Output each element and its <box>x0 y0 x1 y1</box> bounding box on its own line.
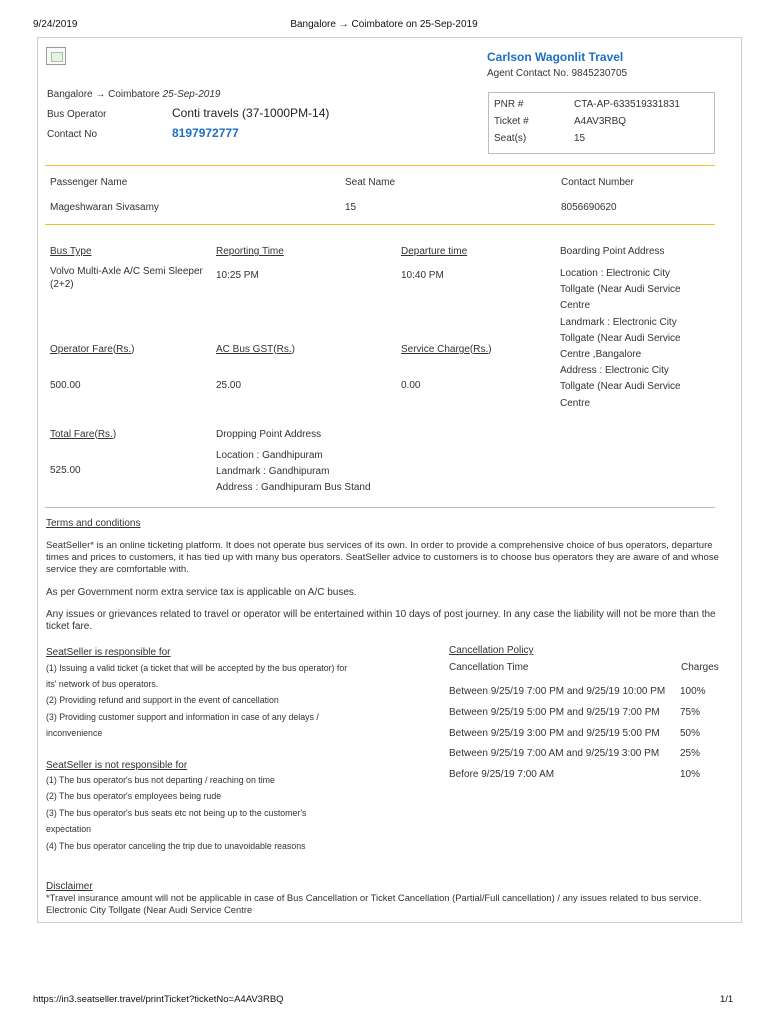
boarding-line: Centre ,Bangalore <box>560 349 642 361</box>
divider <box>45 507 715 508</box>
list-item: (2) Providing refund and support in the event of cancellation <box>46 695 279 706</box>
service-charge-value: 0.00 <box>401 380 421 391</box>
boarding-point-address <box>560 266 681 412</box>
total-label-text: Total Fare <box>50 429 95 440</box>
disclaimer-title: Disclaimer <box>46 881 93 892</box>
tax-note: As per Government norm extra service tax is applicable on A/C buses. <box>46 587 357 598</box>
boarding-line: Address : Electronic City <box>560 365 669 377</box>
boarding-line: Tollgate (Near Audi Service <box>560 284 681 296</box>
boarding-line: Centre <box>560 300 591 312</box>
pnr-value: CTA-AP-633519331831 <box>574 99 680 110</box>
responsible-list <box>46 660 347 741</box>
list-item: its' network of bus operators. <box>46 679 159 690</box>
terms-title: Terms and conditions <box>46 518 141 529</box>
cancellation-title: Cancellation Policy <box>449 645 534 656</box>
trip-route-line <box>47 88 220 101</box>
list-item: inconvenience <box>46 727 103 738</box>
cancellation-row-time: Between 9/25/19 5:00 PM and 9/25/19 7:00 PM <box>449 707 660 718</box>
print-title: Bangalore → Coimbatore on 25-Sep-2019 <box>290 19 478 30</box>
list-item: (3) The bus operator's bus seats etc not being up to the customer's <box>46 807 307 818</box>
cancellation-row-time: Between 9/25/19 7:00 AM and 9/25/19 3:00 PM <box>449 748 660 759</box>
rs-unit: Rs. <box>276 344 292 355</box>
gst-label-text: AC Bus GST <box>216 344 274 355</box>
passenger-name-header: Passenger Name <box>50 177 128 188</box>
cancellation-time-header: Cancellation Time <box>449 662 529 673</box>
pnr-label: PNR # <box>494 99 524 110</box>
terms-paragraph: SeatSeller* is an online ticketing platform. It does not operate bus services of its own. In order to provide a comprehensive choice of bus operators, departure times and prices to customers, it has tied up with many bus operators. SeatSeller advice to customers is to choose bus operators they are aware of and whose service they are comfortable with. <box>46 540 719 575</box>
reporting-time-label: Reporting Time <box>216 246 284 257</box>
bus-operator-value: Conti travels (37-1000PM-14) <box>172 106 330 120</box>
service-charge-label: Service Charge(Rs.) <box>401 344 492 355</box>
disclaimer-text: *Travel insurance amount will not be applicable in case of Bus Cancellation or Ticket Cancellation (Partial/Full cancellation) / any issues related to bus service. Electronic City Tollgate (Near Audi Service Centre <box>46 892 702 915</box>
rs-unit: Rs. <box>473 344 489 355</box>
seat-name-value: 15 <box>345 202 357 213</box>
gst-value: 25.00 <box>216 380 242 391</box>
cancellation-row-charge: 25% <box>680 748 701 759</box>
cancellation-row-charge: 75% <box>680 707 701 718</box>
list-item: (1) Issuing a valid ticket (a ticket that will be accepted by the bus operator) for <box>46 663 348 673</box>
service-label-text: Service Charge <box>401 344 470 355</box>
rs-unit: Rs. <box>97 429 113 440</box>
grievance-note: Any issues or grievances related to travel or operator will be entertained within 10 days of post journey. In any case the liability will not be more than the ticket fare. <box>46 609 716 632</box>
boarding-line: Landmark : Electronic City <box>560 316 677 328</box>
boarding-line: Centre <box>560 397 591 409</box>
contact-value: 8197972777 <box>172 126 239 140</box>
dropping-point-address <box>216 448 371 496</box>
agent-contact: Agent Contact No. 9845230705 <box>487 68 628 79</box>
list-item: (4) The bus operator canceling the trip due to unavoidable reasons <box>46 840 306 851</box>
cancellation-row-charge: 10% <box>680 769 701 780</box>
ticket-label: Ticket # <box>494 116 529 127</box>
boarding-line: Tollgate (Near Audi Service <box>560 381 681 393</box>
cancellation-row-time: Before 9/25/19 7:00 AM <box>449 769 555 780</box>
cancellation-row-time: Between 9/25/19 3:00 PM and 9/25/19 5:00 PM <box>449 728 660 739</box>
dropping-line: Landmark : Gandhipuram <box>216 466 330 477</box>
dropping-line: Address : Gandhipuram Bus Stand <box>216 482 371 493</box>
operator-fare-value: 500.00 <box>50 380 81 391</box>
trip-route: Bangalore → Coimbatore <box>47 89 160 100</box>
boarding-line: Tollgate (Near Audi Service <box>560 332 681 344</box>
bus-operator-label: Bus Operator <box>47 109 107 120</box>
contact-number-value: 8056690620 <box>561 202 617 213</box>
print-date: 9/24/2019 <box>33 19 78 30</box>
operator-fare-label-text: Operator Fare <box>50 344 113 355</box>
agency-name: Carlson Wagonlit Travel <box>487 50 624 64</box>
not-responsible-list <box>46 772 306 854</box>
list-item: (3) Providing customer support and information in case of any delays / <box>46 711 319 722</box>
seat-name-header: Seat Name <box>345 177 396 188</box>
responsible-title: SeatSeller is responsible for <box>46 647 171 658</box>
passenger-name-value: Mageshwaran Sivasamy <box>50 202 159 213</box>
not-responsible-title: SeatSeller is not responsible for <box>46 760 188 771</box>
cancellation-row-time: Between 9/25/19 7:00 PM and 9/25/19 10:00 PM <box>449 686 666 697</box>
rs-unit: Rs. <box>116 344 132 355</box>
list-item: expectation <box>46 824 91 835</box>
charges-header: Charges <box>681 662 719 673</box>
cancellation-row-charge: 50% <box>680 728 701 739</box>
operator-logo-image <box>46 47 66 65</box>
page-number: 1/1 <box>720 994 734 1005</box>
departure-time-label: Departure time <box>401 246 468 257</box>
print-url: https://in3.seatseller.travel/printTicket?ticketNo=A4AV3RBQ <box>33 994 284 1005</box>
seat-value: 15 <box>574 133 586 144</box>
bus-type-value: Volvo Multi-Axle A/C Semi Sleeper (2+2) <box>50 266 203 290</box>
total-fare-label: Total Fare(Rs.) <box>50 429 117 440</box>
cancellation-row-charge: 100% <box>680 686 706 697</box>
total-fare-value: 525.00 <box>50 465 81 476</box>
departure-time-value: 10:40 PM <box>401 270 444 281</box>
divider <box>45 224 715 225</box>
trip-date: 25-Sep-2019 <box>162 89 221 100</box>
boarding-point-label: Boarding Point Address <box>560 246 665 257</box>
reporting-time-value: 10:25 PM <box>216 270 259 281</box>
contact-label: Contact No <box>47 129 98 140</box>
boarding-line: Location : Electronic City <box>560 268 671 279</box>
operator-fare-label: Operator Fare(Rs.) <box>50 344 135 355</box>
ticket-value: A4AV3RBQ <box>574 116 627 127</box>
divider <box>45 165 715 166</box>
dropping-line: Location : Gandhipuram <box>216 450 323 461</box>
seat-label: Seat(s) <box>494 133 527 144</box>
dropping-point-label: Dropping Point Address <box>216 429 322 440</box>
bus-type-label: Bus Type <box>50 246 92 257</box>
list-item: (1) The bus operator's bus not departing / reaching on time <box>46 775 275 785</box>
gst-label: AC Bus GST(Rs.) <box>216 344 295 355</box>
list-item: (2) The bus operator's employees being rude <box>46 791 222 802</box>
contact-number-header: Contact Number <box>561 177 634 188</box>
